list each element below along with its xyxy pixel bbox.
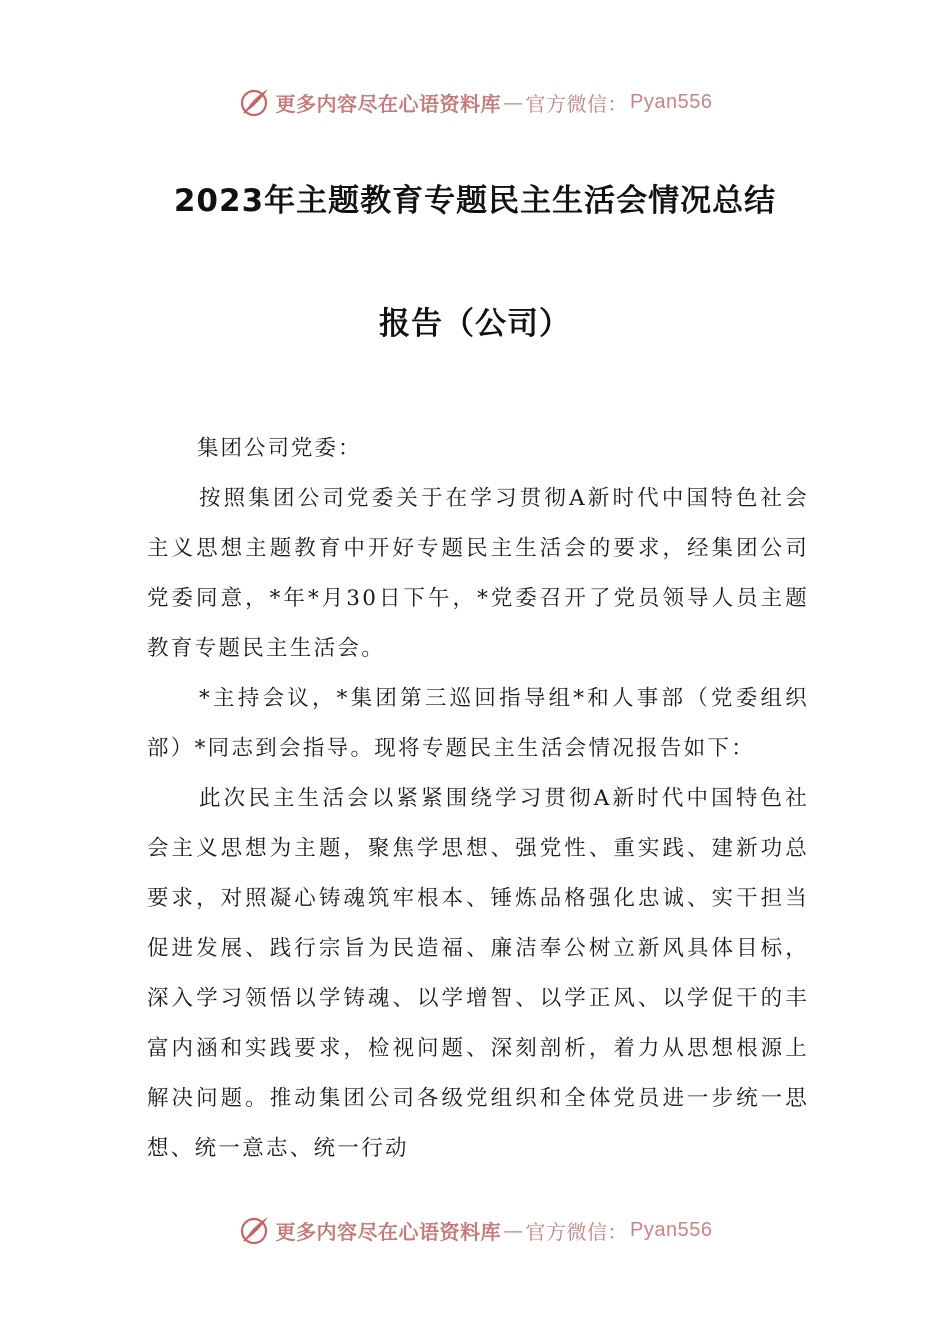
document-title-line-1: 2023年主题教育专题民主生活会情况总结 — [173, 183, 777, 219]
document-body — [147, 424, 809, 1174]
paragraph-2: *主持会议，*集团第三巡回指导组*和人事部（党委组织部）*同志到会指导。现将专题民主生活会情况报告如下： — [147, 686, 809, 761]
salutation: 集团公司党委： — [197, 436, 362, 461]
watermark-dash: — — [503, 1218, 524, 1242]
watermark-dash: — — [503, 90, 524, 114]
watermark-main-text: 更多内容尽在心语资料库 — [275, 91, 502, 116]
watermark-main-text: 更多内容尽在心语资料库 — [275, 1219, 502, 1244]
watermark-sub-text: 官方微信： — [525, 91, 629, 116]
paragraph-3: 此次民主生活会以紧紧围绕学习贯彻A新时代中国特色社会主义思想为主题，聚焦学思想、强党性、重实践、建新功总要求，对照凝心铸魂筑牢根本、锤炼品格强化忠诚、实干担当促进发展、践行宗旨为民造福、廉洁奉公树立新风具体目标，深入学习领悟以学铸魂、以学增智、以学正风、以学促干的丰富内涵和实践要求，检视问题、深刻剖析，着力从思想根源上解决问题。推动集团公司各级党组织和全体党员进一步统一思想、统一意志、统一行动 — [147, 786, 809, 1161]
watermark-handle: Pyan556 — [630, 90, 713, 113]
paragraph-1: 按照集团公司党委关于在学习贯彻A新时代中国特色社会主义思想主题教育中开好专题民主生活会的要求，经集团公司党委同意，*年*月30日下午，*党委召开了党员领导人员主题教育专题民主生活会。 — [147, 486, 809, 661]
quill-pen-logo-icon — [238, 1213, 272, 1247]
quill-pen-logo-icon — [238, 85, 272, 119]
watermark-sub-text: 官方微信： — [525, 1219, 629, 1244]
watermark-handle: Pyan556 — [630, 1218, 713, 1241]
document-title-line-2: 报告（公司） — [379, 306, 571, 342]
watermark-footer — [0, 1210, 950, 1250]
watermark-header — [0, 82, 950, 122]
